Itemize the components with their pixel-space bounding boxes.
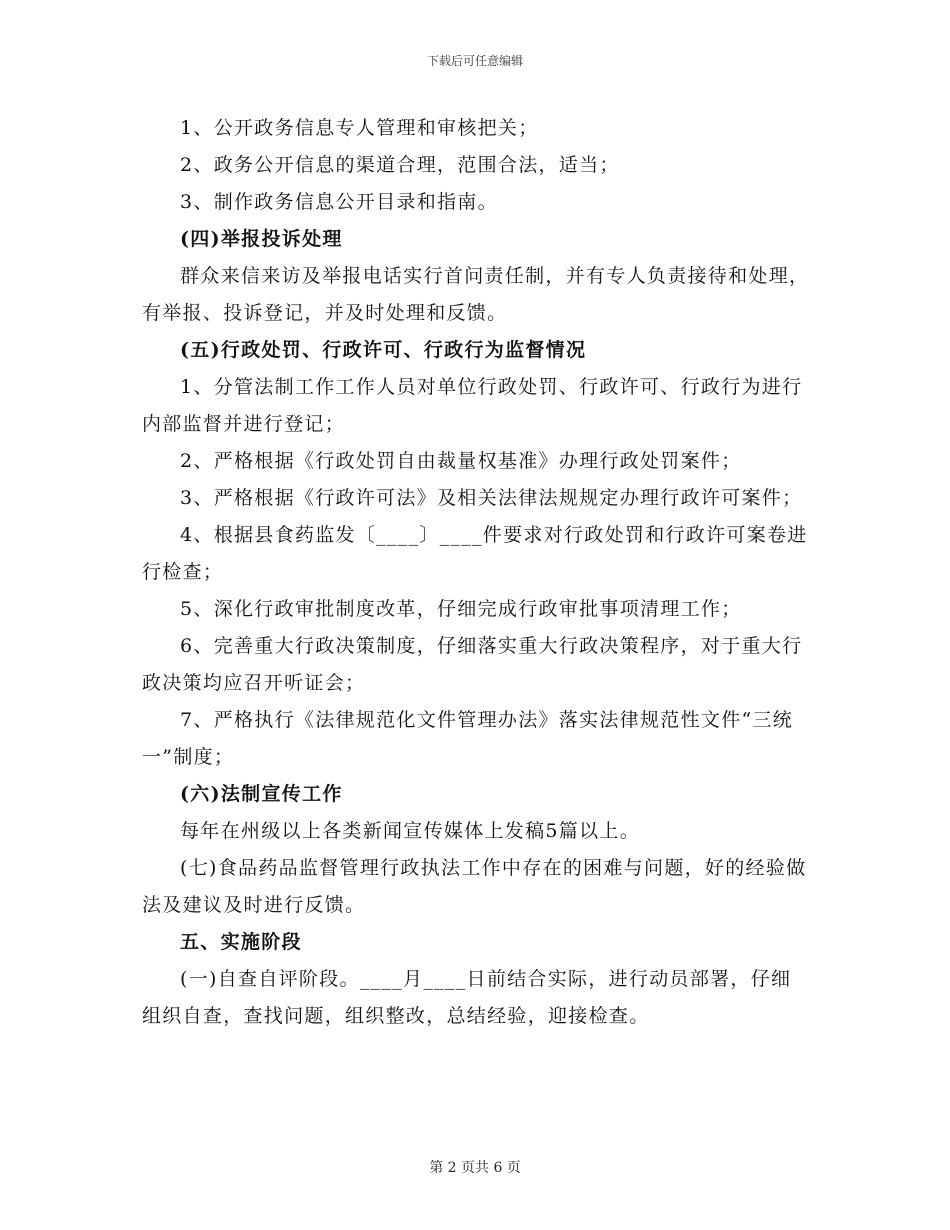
paragraph: 每年在州级以上各类新闻宣传媒体上发稿5篇以上。 (180, 820, 640, 842)
document-body (142, 110, 810, 1035)
list-item-1: 1、公开政务信息专人管理和审核把关； (180, 117, 539, 139)
paragraph: 群众来信来访及举报电话实行首问责任制，并有专人负责接待和处理，有举报、投诉登记，并及时处理和反馈。 (142, 265, 810, 324)
paragraph-section-7: (七)食品药品监督管理行政执法工作中存在的困难与问题，好的经验做法及建议及时进行反馈。 (142, 857, 807, 916)
page-header: 下载后可任意编辑 (426, 54, 523, 68)
list-item-7: 7、严格执行《法律规范化文件管理办法》落实法律规范性文件“三统一”制度； (142, 709, 794, 768)
section-heading-4: (四)举报投诉处理 (180, 228, 343, 250)
list-item-5: 5、深化行政审批制度改革，仔细完成行政审批事项清理工作； (180, 598, 742, 620)
list-item-3: 3、制作政务信息公开目录和指南。 (180, 191, 498, 213)
section-heading-5: (五)行政处罚、行政许可、行政行为监督情况 (180, 339, 587, 361)
chapter-heading-5: 五、实施阶段 (180, 931, 302, 953)
list-item-3: 3、严格根据《行政许可法》及相关法律法规规定办理行政许可案件； (180, 487, 803, 509)
section-heading-6: (六)法制宣传工作 (180, 783, 343, 805)
list-item-2: 2、政务公开信息的渠道合理，范围合法，适当； (180, 154, 620, 176)
list-item-1: 1、分管法制工作工作人员对单位行政处罚、行政许可、行政行为进行内部监督并进行登记； (142, 376, 803, 435)
list-item-6: 6、完善重大行政决策制度，仔细落实重大行政决策程序，对于重大行政决策均应召开听证会； (142, 635, 803, 694)
page-number-footer: 第 2 页共 6 页 (429, 1160, 521, 1176)
list-item-4: 4、根据县食药监发〔____〕____件要求对行政处罚和行政许可案卷进行检查； (142, 524, 808, 583)
list-item-2: 2、严格根据《行政处罚自由裁量权基准》办理行政处罚案件； (180, 450, 742, 472)
paragraph-stage-1: (一)自查自评阶段。____月____日前结合实际，进行动员部署，仔细组织自查，查找问题，组织整改，总结经验，迎接检查。 (142, 968, 792, 1027)
